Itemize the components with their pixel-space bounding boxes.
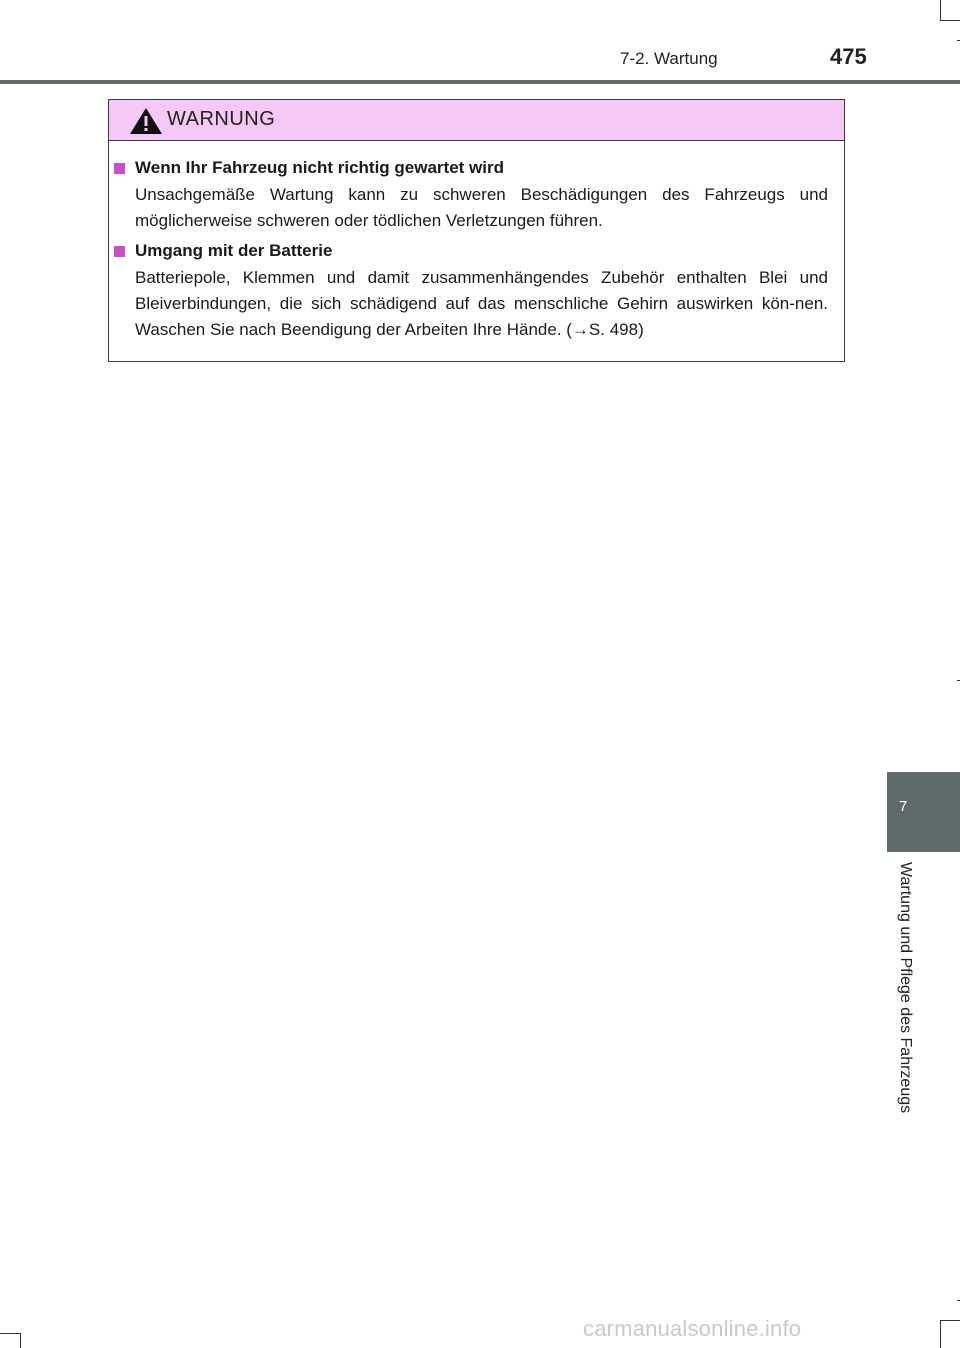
watermark: carmanualsonline.info: [583, 1316, 802, 1341]
warning-section-text: Batteriepole, Klemmen und damit zusammenhängendes Zubehör enthalten Blei und Bleiverbindungen, die sich schädigend auf das menschliche Gehirn auswirken kön-nen. Waschen Sie nach Beendigung der Arbeiten Ihre Hände. (→S. 498): [135, 268, 828, 339]
warning-box: [108, 99, 845, 362]
crop-mark: [940, 0, 941, 20]
crop-mark: [940, 1320, 960, 1321]
bullet-square-icon: [114, 163, 125, 174]
warning-triangle-icon: [129, 107, 163, 135]
warning-section-text: Unsachgemäße Wartung kann zu schweren Beschädigungen des Fahrzeugs und möglicherweise schweren oder tödlichen Verletzungen führen.: [135, 185, 828, 230]
crop-mark: [940, 20, 960, 21]
crop-mark: [20, 1333, 21, 1348]
warning-title: WARNUNG: [167, 108, 276, 130]
warning-section-heading: Wenn Ihr Fahrzeug nicht richtig gewartet wird: [135, 158, 504, 177]
chapter-number: 7: [899, 798, 908, 815]
header-rule: [0, 80, 960, 84]
section-label: 7-2. Wartung: [620, 49, 718, 68]
warning-section-heading: Umgang mit der Batterie: [135, 241, 333, 260]
page-number: 475: [830, 44, 867, 69]
crop-mark: [0, 1333, 20, 1334]
chapter-title: Wartung und Pflege des Fahrzeugs: [897, 862, 914, 1114]
bullet-square-icon: [114, 246, 125, 257]
warning-header: [109, 100, 844, 141]
crop-mark: [940, 1320, 941, 1348]
chapter-tab: [887, 772, 960, 852]
